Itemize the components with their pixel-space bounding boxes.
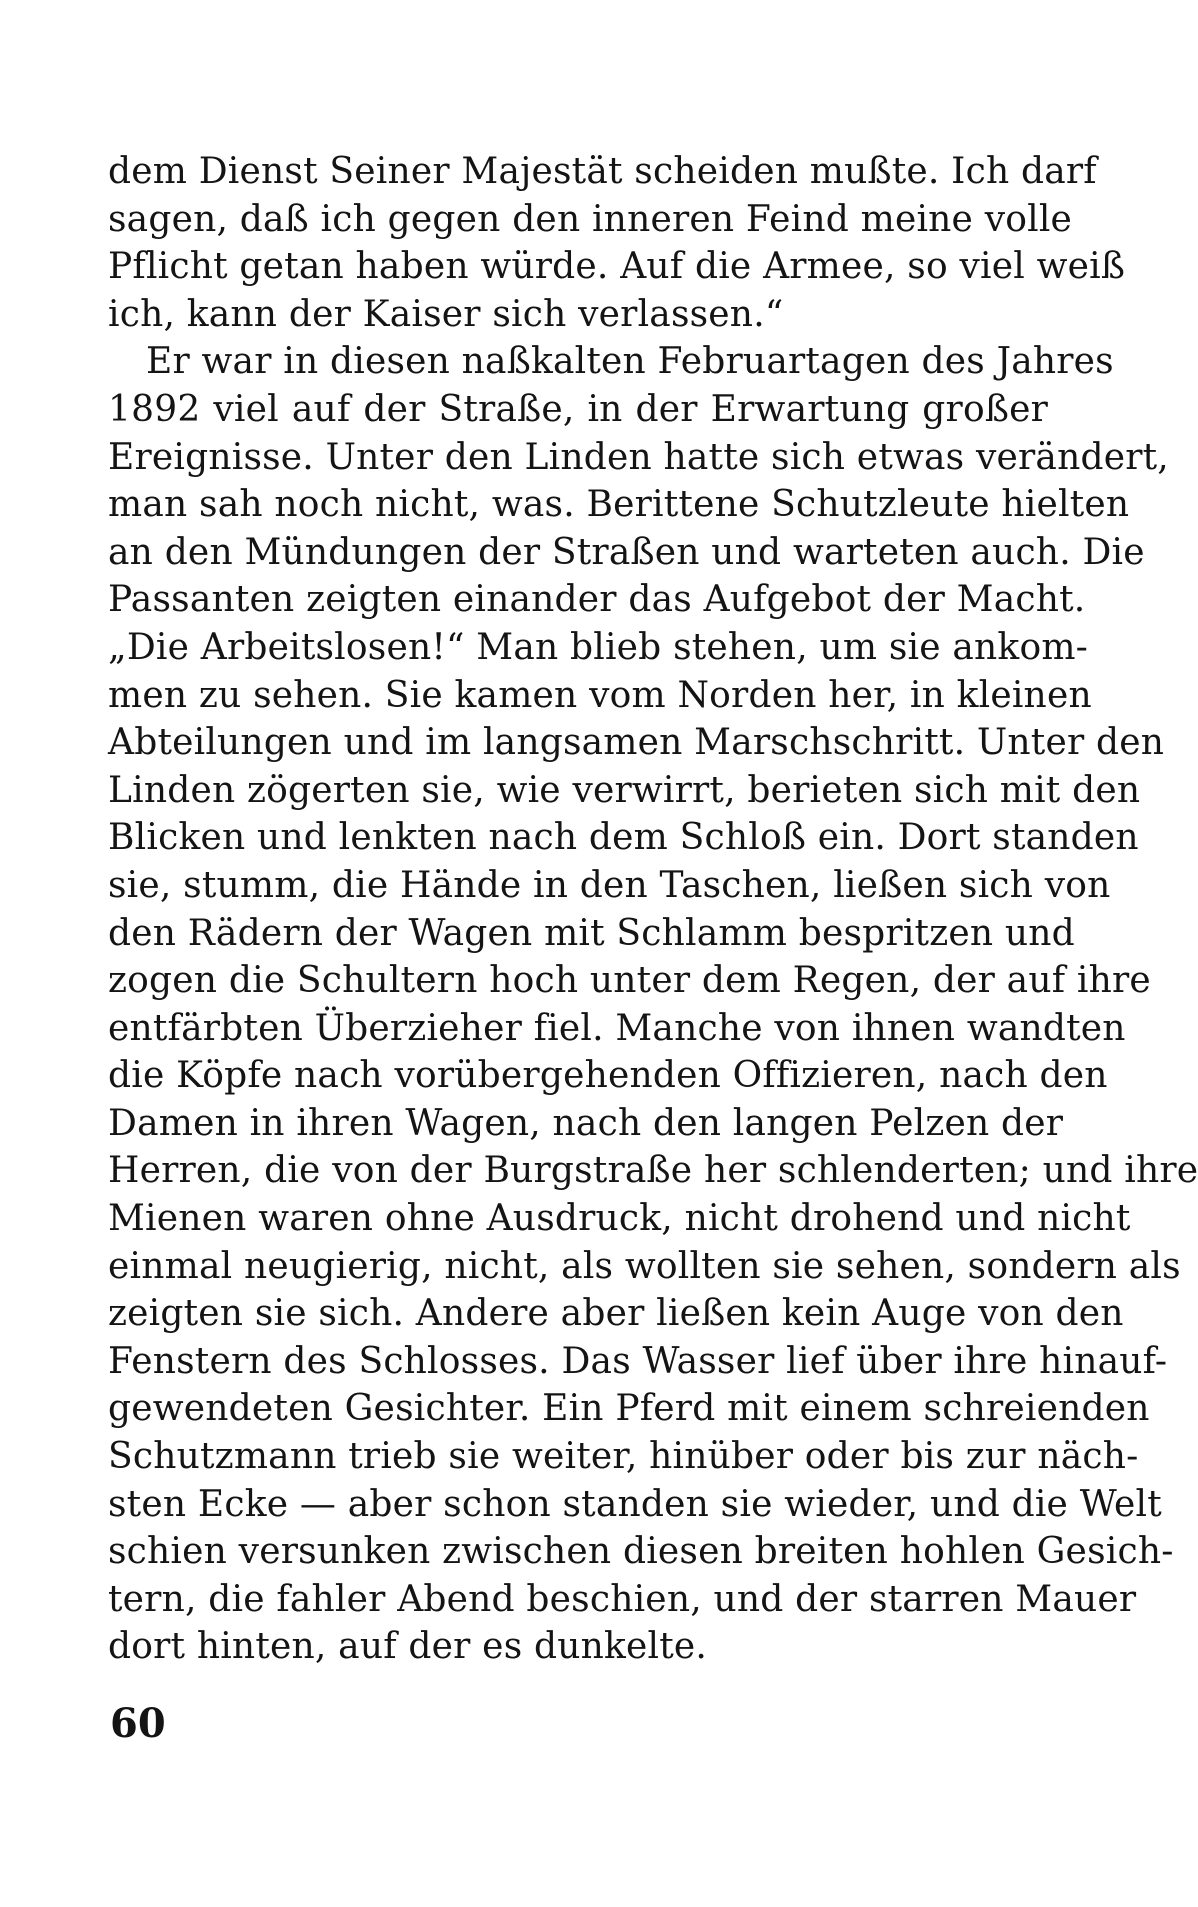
text-line: sie, stumm, die Hände in den Taschen, ließen sich von <box>108 864 1111 906</box>
text-line: Abteilungen und im langsamen Marschschritt. Unter den <box>108 722 1165 764</box>
text-line: men zu sehen. Sie kamen vom Norden her, in kleinen <box>108 674 1092 716</box>
text-line: 1892 viel auf der Straße, in der Erwartung großer <box>108 388 1048 430</box>
text-line: Blicken und lenkten nach dem Schloß ein. Dort standen <box>108 817 1139 859</box>
text-line: Mienen waren ohne Ausdruck, nicht drohend und nicht <box>108 1198 1131 1240</box>
body-text <box>108 148 1198 1671</box>
paragraph-start-line: Er war in diesen naßkalten Februartagen des Jahres <box>146 341 1114 383</box>
text-line: sten Ecke — aber schon standen sie wieder, und die Welt <box>108 1483 1162 1525</box>
text-line: Damen in ihren Wagen, nach den langen Pelzen der <box>108 1102 1064 1144</box>
text-line: zeigten sie sich. Andere aber ließen kein Auge von den <box>108 1293 1124 1335</box>
text-line: Fenstern des Schlosses. Das Wasser lief über ihre hinauf- <box>108 1340 1168 1382</box>
text-line: entfärbten Überzieher fiel. Manche von ihnen wandten <box>108 1007 1126 1049</box>
text-line: Pflicht getan haben würde. Auf die Armee, so viel weiß <box>108 246 1126 288</box>
text-line: an den Mündungen der Straßen und warteten auch. Die <box>108 531 1145 573</box>
text-line: schien versunken zwischen diesen breiten hohlen Gesich- <box>108 1531 1174 1573</box>
text-line: dem Dienst Seiner Majestät scheiden mußte. Ich darf <box>108 151 1097 192</box>
text-line: die Köpfe nach vorübergehenden Offizieren, nach den <box>108 1055 1108 1097</box>
text-line: Ereignisse. Unter den Linden hatte sich etwas verändert, <box>108 436 1169 478</box>
text-line: gewendeten Gesichter. Ein Pferd mit einem schreienden <box>108 1388 1150 1430</box>
text-line: tern, die fahler Abend beschien, und der starren Mauer <box>108 1578 1137 1620</box>
text-line: ich, kann der Kaiser sich verlassen.“ <box>108 293 784 335</box>
text-line: einmal neugierig, nicht, als wollten sie sehen, sondern als <box>108 1245 1181 1287</box>
text-line: Herren, die von der Burgstraße her schlenderten; und ihre <box>108 1150 1198 1192</box>
text-line: zogen die Schultern hoch unter dem Regen, der auf ihre <box>108 960 1151 1002</box>
text-line: Schutzmann trieb sie weiter, hinüber oder bis zur näch- <box>108 1436 1139 1478</box>
text-line: dort hinten, auf der es dunkelte. <box>108 1626 708 1668</box>
text-line: Passanten zeigten einander das Aufgebot der Macht. <box>108 579 1086 621</box>
text-line: „Die Arbeitslosen!“ Man blieb stehen, um sie ankom- <box>108 626 1089 668</box>
text-line: Linden zögerten sie, wie verwirrt, berieten sich mit den <box>108 769 1141 811</box>
text-line: man sah noch nicht, was. Berittene Schutzleute hielten <box>108 484 1130 526</box>
page-number: 60 <box>110 1700 166 1747</box>
text-line: sagen, daß ich gegen den inneren Feind meine volle <box>108 198 1073 240</box>
text-line: den Rädern der Wagen mit Schlamm bespritzen und <box>108 912 1075 954</box>
